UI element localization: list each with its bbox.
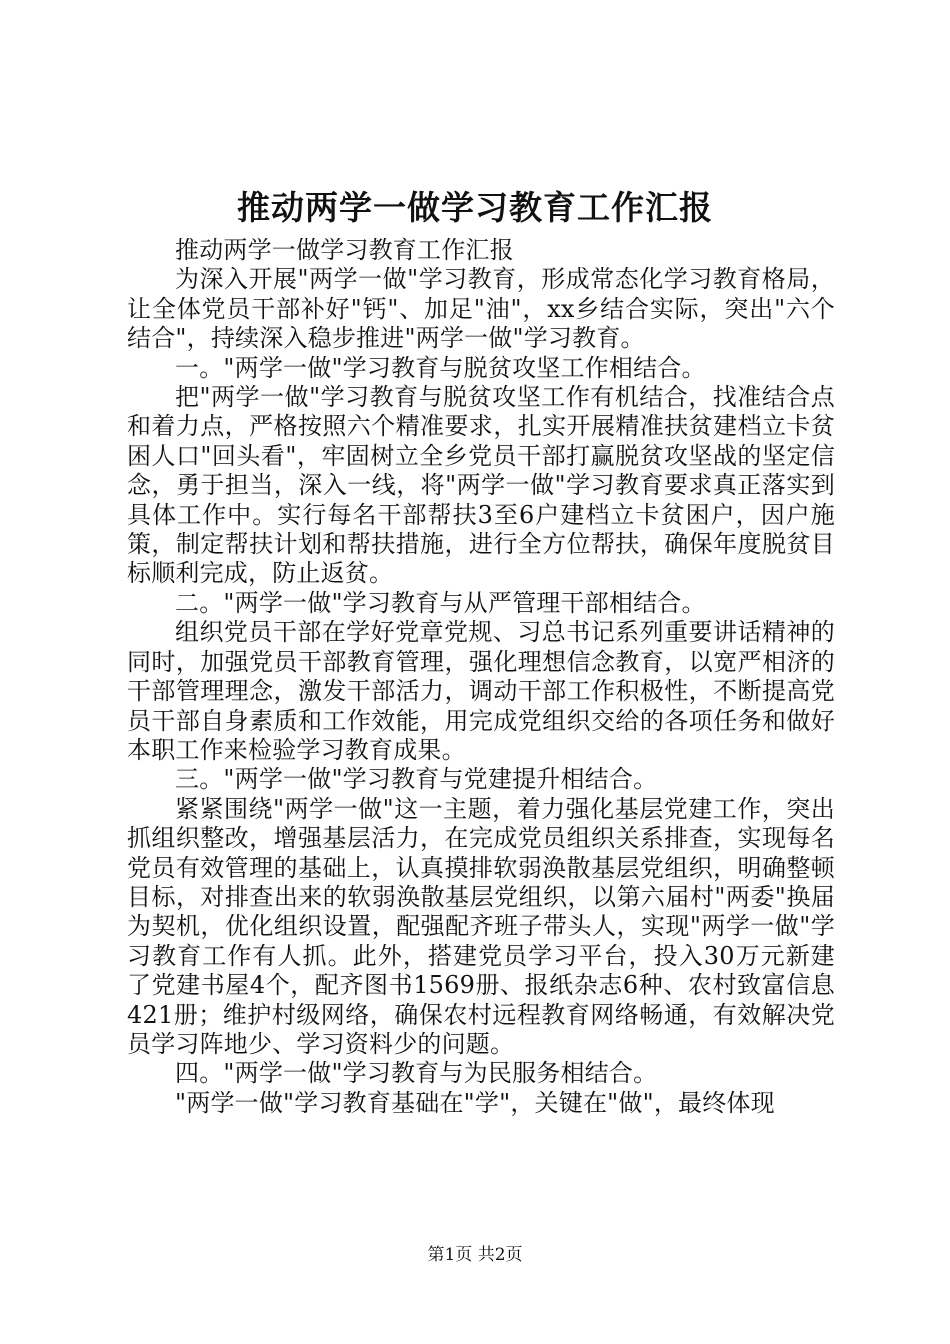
paragraph: 紧紧围绕"两学一做"这一主题，着力强化基层党建工作，突出抓组织整改，增强基层活力，在完成党员组织关系排查，实现每名党员有效管理的基础上，认真摸排软弱涣散基层党组织，明确整顿目标，对排查出来的软弱涣散基层党组织，以第六届村"两委"换届为契机，优化组织设置，配强配齐班子带头人，实现"两学一做"学习教育工作有人抓。此外，搭建党员学习平台，投入30万元新建了党建书屋4个，配齐图书1569册、报纸杂志6种、农村致富信息421册；维护村级网络，确保农村远程教育网络畅通，有效解决党员学习阵地少、学习资料少的问题。: [127, 794, 835, 1058]
section-heading: 四。"两学一做"学习教育与为民服务相结合。: [175, 1059, 658, 1088]
document-body: [127, 236, 835, 1118]
paragraph: 把"两学一做"学习教育与脱贫攻坚工作有机结合，找准结合点和着力点，严格按照六个精准要求，扎实开展精准扶贫建档立卡贫困人口"回头看"，牢固树立全乡党员干部打赢脱贫攻坚战的坚定信念，勇于担当，深入一线，将"两学一做"学习教育要求真正落实到具体工作中。实行每名干部帮扶3至6户建档立卡贫困户，因户施策，制定帮扶计划和帮扶措施，进行全方位帮扶，确保年度脱贫目标顺利完成，防止返贫。: [127, 383, 835, 588]
paragraph: 推动两学一做学习教育工作汇报: [175, 236, 514, 264]
section-heading: 三。"两学一做"学习教育与党建提升相结合。: [175, 765, 658, 794]
paragraph: 组织党员干部在学好党章党规、习总书记系列重要讲话精神的同时，加强党员干部教育管理，强化理想信念教育，以宽严相济的干部管理理念，激发干部活力，调动干部工作积极性，不断提高党员干部自身素质和工作效能，用完成党组织交给的各项任务和做好本职工作来检验学习教育成果。: [127, 618, 835, 764]
paragraph: 为深入开展"两学一做"学习教育，形成常态化学习教育格局，让全体党员干部补好"钙"、加足"油"，xx乡结合实际，突出"六个结合"，持续深入稳步推进"两学一做"学习教育。: [127, 265, 835, 353]
section-heading: 一。"两学一做"学习教育与脱贫攻坚工作相结合。: [175, 353, 706, 382]
page-number-footer: 第1页 共2页: [427, 1245, 523, 1265]
paragraph: "两学一做"学习教育基础在"学"，关键在"做"，最终体现: [175, 1088, 775, 1117]
document-title: 推动两学一做学习教育工作汇报: [237, 188, 713, 227]
section-heading: 二。"两学一做"学习教育与从严管理干部相结合。: [175, 588, 706, 617]
